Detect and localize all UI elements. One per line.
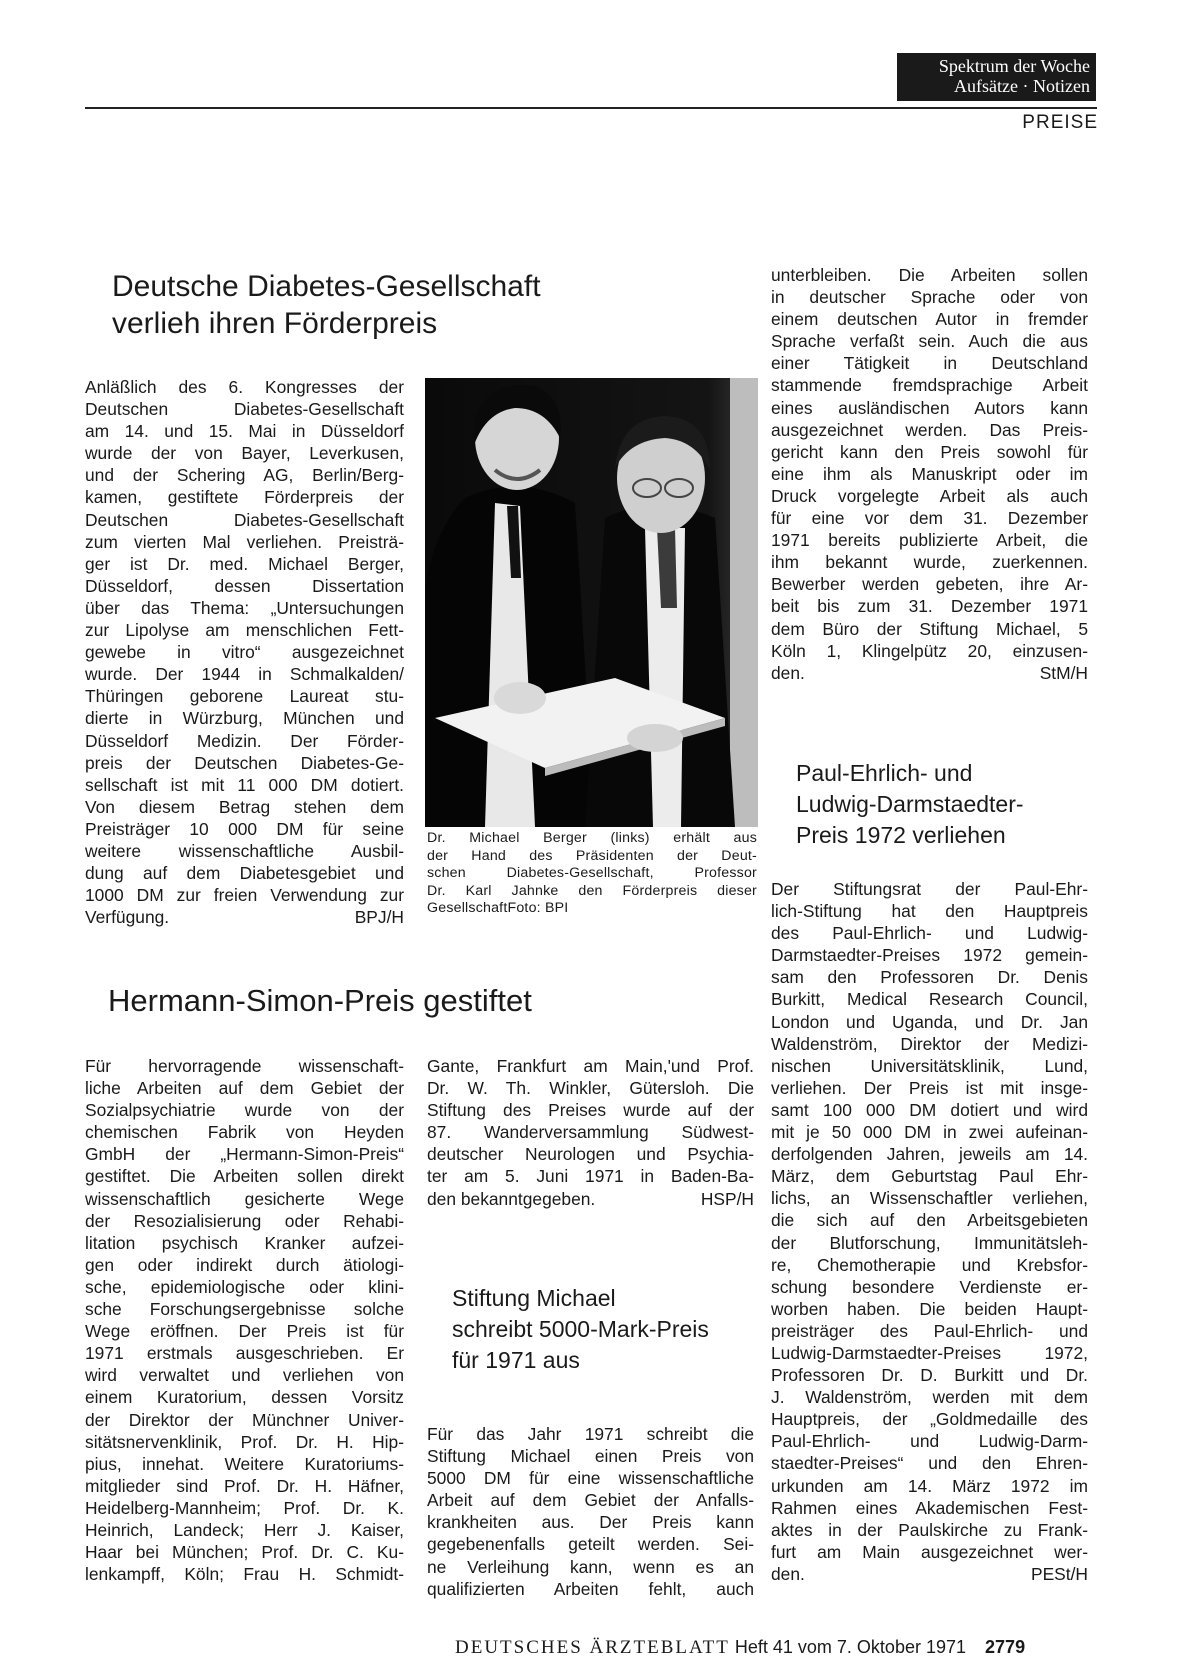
article-4-line: lich-Stiftung hat den Hauptpreis xyxy=(771,901,1088,922)
page-number: 2779 xyxy=(985,1637,1026,1657)
caption-signature: Foto: BPI xyxy=(507,900,569,916)
article-2-line: wird verwaltet und verliehen von xyxy=(85,1365,404,1386)
article-3-line: einer Tätigkeit in Deutschland xyxy=(771,353,1088,374)
magazine-name: DEUTSCHES ÄRZTEBLATT xyxy=(455,1637,730,1658)
article-1-line: dierte in Würzburg, München und xyxy=(85,708,404,729)
article-2-line: sche, epidemiologische oder klini- xyxy=(85,1276,404,1297)
article-1-line: gewebe in vitro“ ausgezeichnet xyxy=(85,642,404,663)
article-4-line: sam den Professoren Dr. Denis xyxy=(771,967,1088,988)
article-2-line: wissenschaftlich gesicherte Wege xyxy=(85,1188,404,1209)
article-3-line: unterbleiben. Die Arbeiten sollen xyxy=(771,265,1088,285)
article-3-line: ne Verleihung kann, wenn es an xyxy=(427,1556,754,1577)
article-4-line: verliehen. Der Preis ist mit insge- xyxy=(771,1077,1088,1098)
article-1-line: über das Thema: „Untersuchungen xyxy=(85,597,404,618)
article-4-last-line: den. xyxy=(771,1563,805,1584)
article-2-line: ter am 5. Juni 1971 in Baden-Ba- xyxy=(427,1166,754,1187)
article-3-title-line-3: für 1971 aus xyxy=(452,1347,580,1373)
caption-closing-line xyxy=(427,900,757,918)
article-2-line: mitglieder sind Prof. Dr. H. Häfner, xyxy=(85,1475,404,1496)
masthead-badge xyxy=(897,53,1096,101)
article-3-line: Stiftung Michael einen Preis von xyxy=(427,1446,754,1467)
article-2-line: chemischen Fabrik von Heyden xyxy=(85,1122,404,1143)
article-2-column-2 xyxy=(427,1055,754,1210)
article-3-line: 1971 bereits publizierte Arbeit, die xyxy=(771,530,1088,551)
article-3-line: Für das Jahr 1971 schreibt die xyxy=(427,1424,754,1444)
article-4-title-line-3: Preis 1972 verliehen xyxy=(796,822,1006,848)
article-3-line: Arbeit auf dem Gebiet der Anfalls- xyxy=(427,1490,754,1511)
article-3-line: in deutscher Sprache oder von xyxy=(771,287,1088,308)
article-3-line: Druck vorgelegte Arbeit als auch xyxy=(771,485,1088,506)
article-3-continued xyxy=(771,264,1088,684)
article-2-line: 87. Wanderversammlung Südwest- xyxy=(427,1122,754,1143)
article-3-body xyxy=(427,1423,754,1600)
article-4-line: der Blutforschung, Immunitätsleh- xyxy=(771,1232,1088,1253)
article-2-line: Gante, Frankfurt am Main,'und Prof. xyxy=(427,1056,754,1076)
article-1-line: Düsseldorf Medizin. Der Förder- xyxy=(85,730,404,751)
article-2-line: der Direktor der Münchner Univer- xyxy=(85,1409,404,1430)
article-1-closing-line xyxy=(85,906,404,928)
caption-line: Dr. Michael Berger (links) erhält aus xyxy=(427,830,757,846)
article-4-line: worben haben. Die beiden Haupt- xyxy=(771,1298,1088,1319)
award-photo-illustration xyxy=(425,378,758,827)
article-3-line: ihm bekannt wurde, zuerkennen. xyxy=(771,552,1088,573)
article-1-line: Deutschen Diabetes-Gesellschaft xyxy=(85,399,404,420)
article-4-line: urkunden am 14. März 1972 im xyxy=(771,1475,1088,1496)
article-4-line: Paul-Ehrlich- und Ludwig-Darm- xyxy=(771,1431,1088,1452)
article-1-line: kamen, gestiftete Förderpreis der xyxy=(85,487,404,508)
article-4-line: derfolgenden Jahren, jeweils am 14. xyxy=(771,1144,1088,1165)
caption-last-line: Gesellschaft xyxy=(427,900,508,916)
article-3-title xyxy=(452,1283,709,1376)
article-3-line: qualifizierten Arbeiten fehlt, auch xyxy=(427,1578,754,1599)
article-3-title-line-1: Stiftung Michael xyxy=(452,1285,616,1311)
article-2-line: liche Arbeiten auf dem Gebiet der xyxy=(85,1078,404,1099)
article-4-line: März, dem Geburtstag Paul Ehr- xyxy=(771,1166,1088,1187)
article-4-line: mit je 50 000 DM in zwei aufeinan- xyxy=(771,1122,1088,1143)
article-2-last-line: den bekanntgegeben. xyxy=(427,1188,596,1209)
article-1-line: preis der Deutschen Diabetes-Ge- xyxy=(85,752,404,773)
article-1-line: am 14. und 15. Mai in Düsseldorf xyxy=(85,421,404,442)
article-2-title: Hermann-Simon-Preis gestiftet xyxy=(108,983,532,1018)
award-photo xyxy=(425,378,758,827)
article-1-line: ger ist Dr. med. Michael Berger, xyxy=(85,553,404,574)
article-1-line: zum vierten Mal verliehen. Preisträ- xyxy=(85,531,404,552)
article-3-last-line: den. xyxy=(771,662,805,683)
article-1-line: weitere wissenschaftliche Ausbil- xyxy=(85,840,404,861)
article-3-line: 5000 DM für eine wissenschaftliche xyxy=(427,1468,754,1489)
article-4-line: nischen Universitätsklinik, Lund, xyxy=(771,1055,1088,1076)
article-1-line: Anläßlich des 6. Kongresses der xyxy=(85,377,404,397)
article-3-line: Köln 1, Klingelpütz 20, einzusen- xyxy=(771,640,1088,661)
article-1-line: Preisträger 10 000 DM für seine xyxy=(85,818,404,839)
header-rule xyxy=(85,107,1097,109)
article-2-line: Für hervorragende wissenschaft- xyxy=(85,1056,404,1076)
article-1-line: 1000 DM zur freien Verwendung zur xyxy=(85,885,404,906)
article-4-line: furt am Main ausgezeichnet wer- xyxy=(771,1541,1088,1562)
caption-line: Dr. Karl Jahnke den Förderpreis dieser xyxy=(427,882,757,899)
article-4-line: re, Chemotherapie und Krebsfor- xyxy=(771,1254,1088,1275)
article-4-title-line-1: Paul-Ehrlich- und xyxy=(796,760,973,786)
article-2-line: lenkampff, Köln; Frau H. Schmidt- xyxy=(85,1564,404,1585)
article-3-line: gericht kann den Preis sowohl für xyxy=(771,441,1088,462)
article-3-closing-line xyxy=(771,662,1088,684)
article-2-line: pius, innehat. Weitere Kuratoriums- xyxy=(85,1453,404,1474)
issue-info: Heft 41 vom 7. Oktober 1971 xyxy=(734,1637,967,1657)
article-1-title xyxy=(112,268,541,342)
article-3-line: Sprache verfaßt sein. Auch die aus xyxy=(771,331,1088,352)
article-3-line: ausgezeichnet werden. Das Preis- xyxy=(771,419,1088,440)
article-4-line: Darmstaedter-Preises 1972 gemein- xyxy=(771,945,1088,966)
article-4-line: lichs, an Wissenschaftler verliehen, xyxy=(771,1188,1088,1209)
article-1-line: Thüringen geborene Laureat stu- xyxy=(85,686,404,707)
article-1-line: wurde. Der 1944 in Schmalkalden/ xyxy=(85,664,404,685)
article-4-line: Hauptpreis, der „Goldmedaille des xyxy=(771,1409,1088,1430)
article-1-line: wurde der von Bayer, Leverkusen, xyxy=(85,443,404,464)
photo-caption xyxy=(427,830,757,918)
article-4-line: schung besondere Verdienste er- xyxy=(771,1276,1088,1297)
article-1-signature: BPJ/H xyxy=(354,907,404,928)
article-2-line: Sozialpsychiatrie wurde von der xyxy=(85,1100,404,1121)
article-3-line: Bewerber werden gebeten, ihre Ar- xyxy=(771,574,1088,595)
article-1-line: Düsseldorf, dessen Dissertation xyxy=(85,575,404,596)
article-4-line: staedter-Preises“ und den Ehren- xyxy=(771,1453,1088,1474)
article-4-line: Professoren Dr. D. Burkitt und Dr. xyxy=(771,1365,1088,1386)
article-2-line: sitätsnervenklinik, Prof. Dr. H. Hip- xyxy=(85,1431,404,1452)
article-3-line: eine ihm als Manuskript oder im xyxy=(771,463,1088,484)
article-2-line: sche Forschungsergebnisse solche xyxy=(85,1299,404,1320)
article-3-line: dem Büro der Stiftung Michael, 5 xyxy=(771,618,1088,639)
article-3-line: stammende fremdsprachige Arbeit xyxy=(771,375,1088,396)
article-2-signature: HSP/H xyxy=(700,1188,754,1209)
article-4-line: aktes in der Paulskirche zu Frank- xyxy=(771,1519,1088,1540)
section-label: PREISE xyxy=(1022,112,1098,133)
article-2-line: Heidelberg-Mannheim; Prof. Dr. K. xyxy=(85,1497,404,1518)
article-1-line: sellschaft ist mit 11 000 DM dotiert. xyxy=(85,774,404,795)
article-4-line: J. Waldenström, werden mit dem xyxy=(771,1387,1088,1408)
article-3-line: eines ausländischen Autors kann xyxy=(771,397,1088,418)
article-2-line: Stiftung des Preises wurde auf der xyxy=(427,1100,754,1121)
masthead-line-2: Aufsätze · Notizen xyxy=(954,76,1090,96)
article-3-signature: StM/H xyxy=(1039,662,1088,683)
article-2-line: gestiftet. Die Arbeiten sollen direkt xyxy=(85,1166,404,1187)
article-2-line: der Resozialisierung oder Rehabi- xyxy=(85,1210,404,1231)
article-4-line: die sich auf den Arbeitsgebieten xyxy=(771,1210,1088,1231)
article-4-line: des Paul-Ehrlich- und Ludwig- xyxy=(771,923,1088,944)
article-2-line: einem Kuratorium, dessen Vorsitz xyxy=(85,1387,404,1408)
article-1-line: Von diesem Betrag stehen dem xyxy=(85,796,404,817)
article-1-title-line-1: Deutsche Diabetes-Gesellschaft xyxy=(112,270,541,303)
article-4-line: Ludwig-Darmstaedter-Preises 1972, xyxy=(771,1342,1088,1363)
article-3-line: gegebenenfalls geteilt werden. Sei- xyxy=(427,1534,754,1555)
article-3-title-line-2: schreibt 5000-Mark-Preis xyxy=(452,1316,709,1342)
article-2-line: Wege eröffnen. Der Preis ist für xyxy=(85,1321,404,1342)
article-2-line: Heinrich, Landeck; Herr J. Kaiser, xyxy=(85,1519,404,1540)
article-4-line: samt 100 000 DM dotiert und wird xyxy=(771,1099,1088,1120)
article-2-line: 1971 erstmals ausgeschrieben. Er xyxy=(85,1343,404,1364)
article-4-line: Waldenström, Direktor der Medizi- xyxy=(771,1033,1088,1054)
article-2-column-1 xyxy=(85,1055,404,1585)
article-4-body xyxy=(771,878,1088,1585)
article-1-last-line: Verfügung. xyxy=(85,907,170,928)
article-2-closing-line xyxy=(427,1188,754,1210)
masthead-line-1: Spektrum der Woche xyxy=(938,56,1090,76)
article-1-line: dung auf dem Diabetesgebiet und xyxy=(85,863,404,884)
article-3-line: krankheiten aus. Der Preis kann xyxy=(427,1512,754,1533)
article-1-line: und der Schering AG, Berlin/Berg- xyxy=(85,465,404,486)
article-2-line: GmbH der „Hermann-Simon-Preis“ xyxy=(85,1144,404,1165)
article-2-line: litation psychisch Kranker aufzei- xyxy=(85,1232,404,1253)
article-4-line: preisträger des Paul-Ehrlich- und xyxy=(771,1320,1088,1341)
article-4-closing-line xyxy=(771,1563,1088,1585)
article-1-line: zur Lipolyse am menschlichen Fett- xyxy=(85,620,404,641)
article-1-title-line-2: verlieh ihren Förderpreis xyxy=(112,307,438,340)
article-4-line: Rahmen eines Akademischen Fest- xyxy=(771,1497,1088,1518)
article-4-line: Der Stiftungsrat der Paul-Ehr- xyxy=(771,879,1088,899)
article-3-line: für eine vor dem 31. Dezember xyxy=(771,508,1088,529)
article-4-title-line-2: Ludwig-Darmstaedter- xyxy=(796,791,1024,817)
article-2-line: Dr. W. Th. Winkler, Gütersloh. Die xyxy=(427,1078,754,1099)
article-4-signature: PESt/H xyxy=(1030,1563,1088,1584)
article-4-line: London und Uganda, und Dr. Jan xyxy=(771,1011,1088,1032)
caption-line: schen Diabetes-Gesellschaft, Professor xyxy=(427,865,757,881)
article-2-line: deutscher Neurologen und Psychia- xyxy=(427,1144,754,1165)
caption-line: der Hand des Präsidenten der Deut- xyxy=(427,847,757,864)
article-1-body xyxy=(85,376,404,928)
article-2-line: gen oder indirekt durch ätiologi- xyxy=(85,1254,404,1275)
article-3-line: beit bis zum 31. Dezember 1971 xyxy=(771,596,1088,617)
page-footer xyxy=(455,1637,1025,1659)
article-4-line: Burkitt, Medical Research Council, xyxy=(771,989,1088,1010)
article-4-title xyxy=(796,758,1024,851)
article-1-line: Deutschen Diabetes-Gesellschaft xyxy=(85,509,404,530)
article-2-line: Haar bei München; Prof. Dr. C. Ku- xyxy=(85,1542,404,1563)
article-3-line: einem deutschen Autor in fremder xyxy=(771,309,1088,330)
